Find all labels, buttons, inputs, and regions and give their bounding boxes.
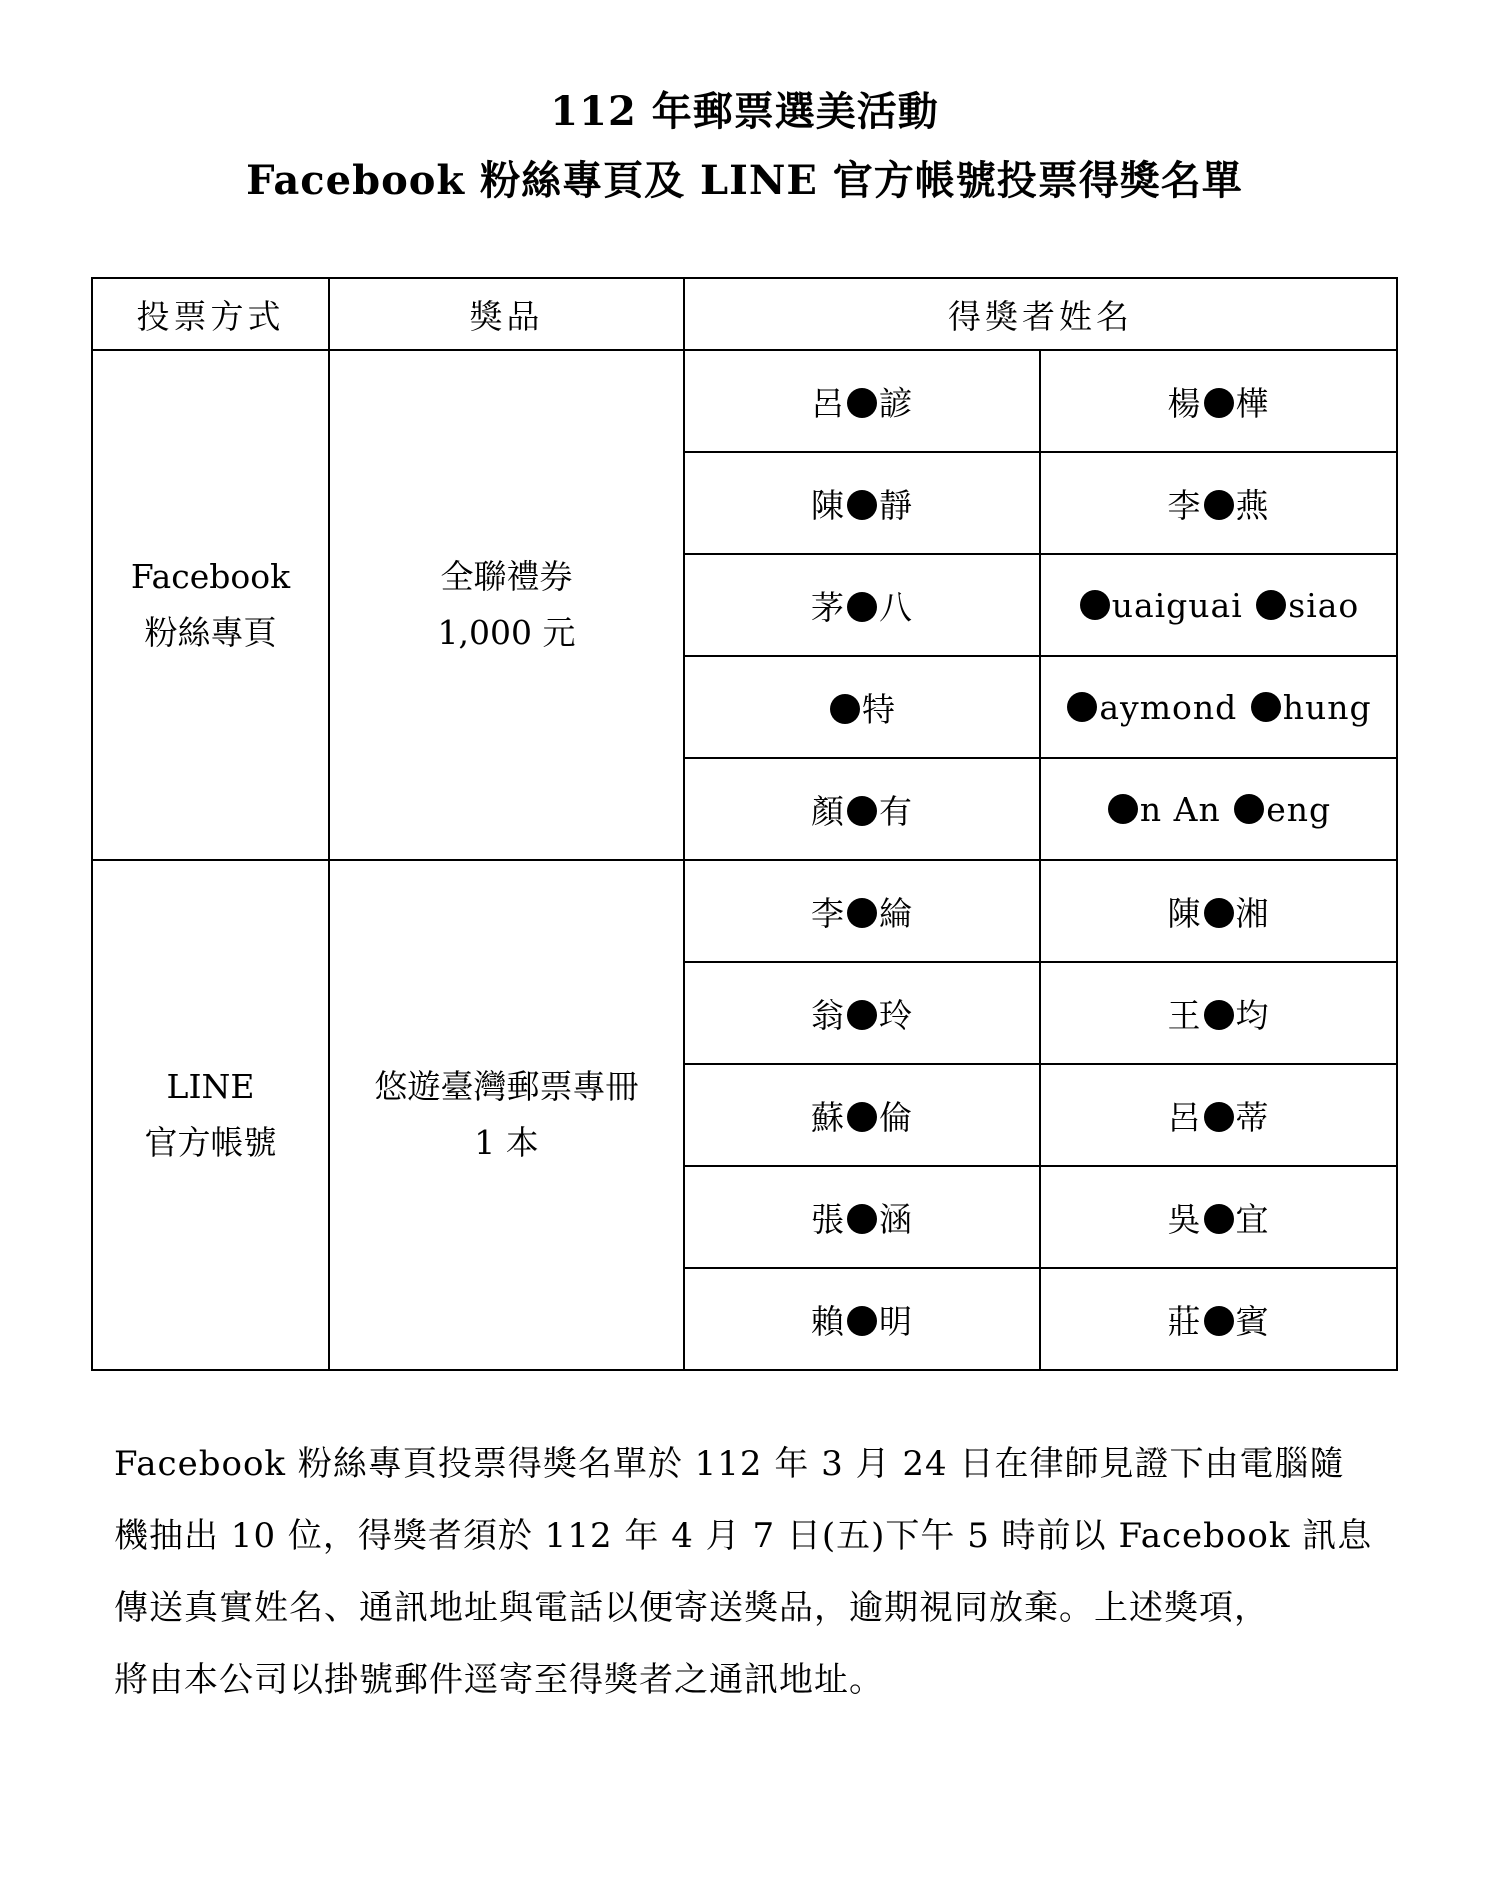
table-row bbox=[92, 860, 1397, 962]
masked-character-dot bbox=[847, 898, 877, 928]
masked-character-dot bbox=[1108, 794, 1138, 824]
masked-character-dot bbox=[1234, 794, 1264, 824]
page-title-line1: 112 年郵票選美活動 bbox=[550, 88, 939, 135]
winner-name-cell bbox=[1040, 656, 1397, 758]
masked-character-dot bbox=[1067, 692, 1097, 722]
winner-name-cell bbox=[684, 758, 1040, 860]
winner-name-cell bbox=[1040, 860, 1397, 962]
masked-character-dot bbox=[1204, 1306, 1234, 1336]
winner-name-cell bbox=[684, 350, 1040, 452]
winner-name-cell bbox=[1040, 350, 1397, 452]
masked-character-dot bbox=[1251, 692, 1281, 722]
winner-name-cell bbox=[684, 554, 1040, 656]
winners-table bbox=[91, 277, 1398, 1371]
winner-name: 顏 有 bbox=[811, 791, 913, 831]
masked-character-dot bbox=[847, 796, 877, 826]
voting-method-cell bbox=[92, 860, 329, 1370]
winner-name: 楊 樺 bbox=[1167, 383, 1270, 423]
winner-name: aymond hung bbox=[1065, 688, 1371, 727]
winner-name: 特 bbox=[828, 690, 896, 729]
masked-character-dot bbox=[1204, 1000, 1234, 1030]
prize-text: 全聯禮券 bbox=[440, 557, 573, 596]
winner-name-cell bbox=[684, 656, 1040, 758]
winner-name-cell bbox=[1040, 962, 1397, 1064]
masked-character-dot bbox=[847, 1204, 877, 1234]
winner-name: uaiguai siao bbox=[1078, 586, 1360, 625]
masked-character-dot bbox=[1204, 1102, 1234, 1132]
announcement-line: Facebook 粉絲專頁投票得獎名單於 112 年 3 月 24 日在律師見證下由電腦隨 bbox=[114, 1444, 1345, 1484]
winner-name: 王 均 bbox=[1167, 995, 1270, 1035]
masked-character-dot bbox=[1204, 1204, 1234, 1234]
masked-character-dot bbox=[847, 388, 877, 418]
header-winner-names: 得獎者姓名 bbox=[684, 278, 1397, 350]
winner-name: 呂 諺 bbox=[811, 383, 913, 423]
winner-name-cell bbox=[684, 860, 1040, 962]
winner-name-cell bbox=[684, 1268, 1040, 1370]
winner-name: 陳 靜 bbox=[811, 485, 913, 525]
winner-name-cell bbox=[1040, 452, 1397, 554]
winner-name: 賴 明 bbox=[811, 1301, 913, 1341]
masked-character-dot bbox=[830, 694, 860, 724]
winner-name-cell bbox=[684, 962, 1040, 1064]
winner-name-cell bbox=[684, 1064, 1040, 1166]
winner-name-cell bbox=[684, 1166, 1040, 1268]
winner-name: 張 涵 bbox=[811, 1199, 913, 1239]
prize-text: 1,000 元 bbox=[437, 613, 576, 652]
voting-method-text: Facebook bbox=[130, 557, 291, 596]
header-voting-method: 投票方式 bbox=[92, 278, 329, 350]
voting-method-text: 官方帳號 bbox=[144, 1123, 277, 1162]
table-row bbox=[92, 350, 1397, 452]
winner-name: 呂 蒂 bbox=[1167, 1097, 1270, 1137]
winner-name: 陳 湘 bbox=[1167, 893, 1270, 933]
announcement-line: 機抽出 10 位，得獎者須於 112 年 4 月 7 日(五)下午 5 時前以 Facebook 訊息 bbox=[114, 1516, 1373, 1556]
masked-character-dot bbox=[847, 1000, 877, 1030]
masked-character-dot bbox=[847, 490, 877, 520]
voting-method-cell bbox=[92, 350, 329, 860]
prize-text: 悠遊臺灣郵票專冊 bbox=[374, 1067, 639, 1106]
winner-name-cell bbox=[1040, 1064, 1397, 1166]
winner-name: 李 燕 bbox=[1167, 485, 1270, 525]
winner-name: n An eng bbox=[1106, 790, 1331, 829]
prize-cell bbox=[329, 860, 684, 1370]
winner-name-cell bbox=[1040, 554, 1397, 656]
masked-character-dot bbox=[1204, 490, 1234, 520]
masked-character-dot bbox=[847, 1306, 877, 1336]
prize-text: 1 本 bbox=[474, 1123, 539, 1162]
masked-character-dot bbox=[1204, 388, 1234, 418]
table-header-row bbox=[92, 278, 1397, 350]
winner-name: 翁 玲 bbox=[811, 995, 913, 1035]
masked-character-dot bbox=[1256, 590, 1286, 620]
announcement-line: 傳送真實姓名、通訊地址與電話以便寄送獎品，逾期視同放棄。上述獎項， bbox=[114, 1588, 1269, 1628]
winner-name: 吳 宜 bbox=[1167, 1199, 1270, 1239]
winner-name: 茅 八 bbox=[811, 587, 913, 627]
winner-name-cell bbox=[1040, 1268, 1397, 1370]
winner-name: 莊 賓 bbox=[1167, 1301, 1270, 1341]
masked-character-dot bbox=[847, 592, 877, 622]
announcement-paragraph bbox=[114, 1428, 1404, 1716]
masked-character-dot bbox=[1080, 590, 1110, 620]
winner-name-cell bbox=[1040, 1166, 1397, 1268]
masked-character-dot bbox=[847, 1102, 877, 1132]
header-prize: 獎品 bbox=[329, 278, 684, 350]
winner-name-cell bbox=[1040, 758, 1397, 860]
voting-method-text: 粉絲專頁 bbox=[144, 613, 277, 652]
winner-name: 李 綸 bbox=[811, 893, 913, 933]
winner-name-cell bbox=[684, 452, 1040, 554]
masked-character-dot bbox=[1204, 898, 1234, 928]
winner-name: 蘇 倫 bbox=[811, 1097, 913, 1137]
prize-cell bbox=[329, 350, 684, 860]
announcement-line: 將由本公司以掛號郵件逕寄至得獎者之通訊地址。 bbox=[114, 1660, 884, 1700]
page-title-line2: Facebook 粉絲專頁及 LINE 官方帳號投票得獎名單 bbox=[246, 157, 1243, 204]
voting-method-text: LINE bbox=[166, 1067, 255, 1106]
